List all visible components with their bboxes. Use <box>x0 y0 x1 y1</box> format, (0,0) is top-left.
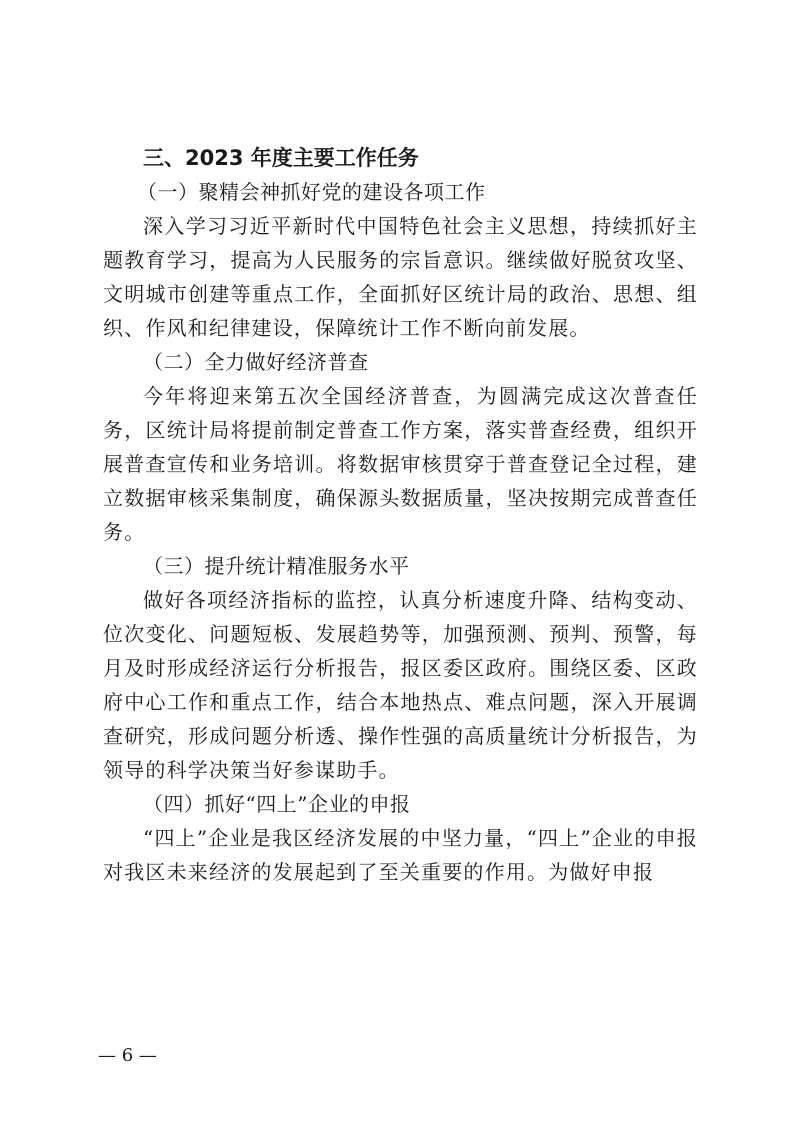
subheading-economic-census: （二）全力做好经济普查 <box>143 350 369 374</box>
subheading-statistical-service: （三）提升统计精准服务水平 <box>143 554 410 578</box>
document-content <box>103 141 698 889</box>
paragraph-statistical-service: 做好各项经济指标的监控，认真分析速度升降、结构变动、位次变化、问题短板、发展趋势等，加强预测、预判、预警，每月及时形成经济运行分析报告，报区委区政府。围绕区委、区政府中心工作和重点工作，结合本地热点、难点问题，深入开展调查研究，形成问题分析透、操作性强的高质量统计分析报告，为领导的科学决策当好参谋助手。 <box>103 588 698 782</box>
paragraph-economic-census: 今年将迎来第五次全国经济普查，为圆满完成这次普查任务，区统计局将提前制定普查工作方案，落实普查经费，组织开展普查宣传和业务培训。将数据审核贯穿于普查登记全过程，建立数据审核采集制度，确保源头数据质量，坚决按期完成普查任务。 <box>103 384 698 544</box>
paragraph-enterprise-reporting: “四上”企业是我区经济发展的中坚力量，“四上”企业的申报对我区未来经济的发展起到了至关重要的作用。为做好申报 <box>103 826 698 884</box>
paragraph-party-building: 深入学习习近平新时代中国特色社会主义思想，持续抓好主题教育学习，提高为人民服务的宗旨意识。继续做好脱贫攻坚、文明城市创建等重点工作，全面抓好区统计局的政治、思想、组织、作风和纪律建设，保障统计工作不断向前发展。 <box>103 214 698 340</box>
section-heading: 三、2023 年度主要工作任务 <box>143 146 419 170</box>
page-number: — 6 — <box>98 1045 157 1066</box>
subheading-enterprise-reporting: （四）抓好“四上”企业的申报 <box>143 792 411 816</box>
subheading-party-building: （一）聚精会神抓好党的建设各项工作 <box>137 180 486 204</box>
